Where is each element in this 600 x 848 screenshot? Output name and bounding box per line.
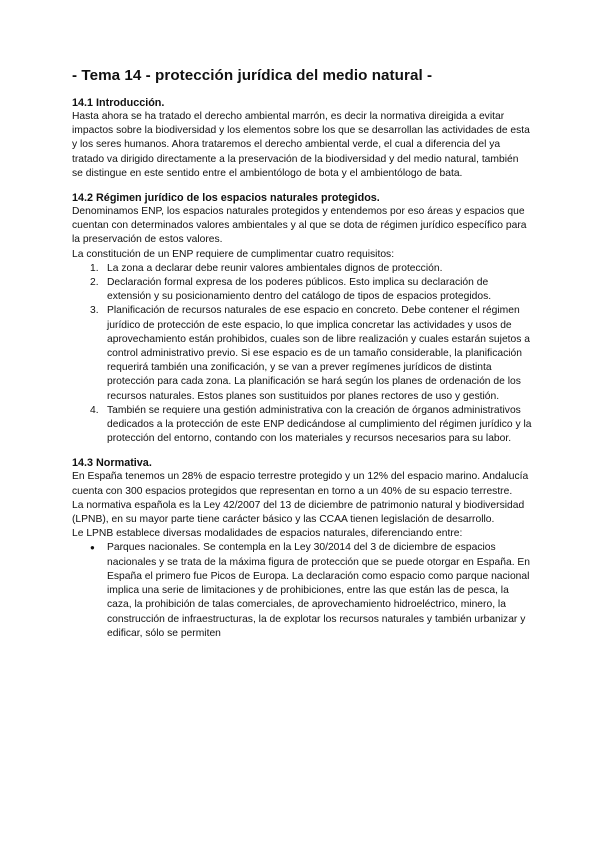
document-page — [72, 66, 532, 651]
paragraph: En España tenemos un 28% de espacio terrestre protegido y un 12% del espacio marino. Andalucía cuenta con 300 espacios protegidos que representan en torno a un 40% de su espacio terrestre. — [72, 471, 529, 497]
requirements-list — [72, 262, 532, 447]
section-heading: 14.1 Introducción. — [72, 97, 165, 109]
section-heading: 14.2 Régimen jurídico de los espacios naturales protegidos. — [72, 192, 380, 205]
paragraph: Hasta ahora se ha tratado el derecho ambiental marrón, es decir la normativa direigida a evitar impactos sobre la biodiversidad y los elementos sobre los que se desarrollan las actividades de esta y los seres humanos. Ahora trataremos el derecho ambiental verde, el cual a diferencia del ya tratado va dirigido directamente a la preservación de la biodiversidad y del medio natural, también se distingue en este sentido entre el ambientólogo de bota y el ambientólogo de bata. — [72, 111, 530, 179]
section-introduccion — [72, 96, 532, 181]
bullet-icon: ● — [90, 543, 95, 553]
list-item — [72, 404, 532, 447]
document-title: - Tema 14 - protección jurídica del medio natural - — [72, 67, 433, 84]
list-item-text: También se requiere una gestión administrativa con la creación de órganos administrativos dedicados a la protección de este ENP dedicándose al cumplimiento del régimen jurídico y la protección del entorno, contando con los materiales y recursos necesarios para su labor. — [107, 404, 532, 445]
list-item — [72, 541, 532, 640]
list-item-text: Declaración formal expresa de los poderes públicos. Esto implica su declaración de extensión y su posicionamiento dentro del catálogo de tipos de espacios protegidos. — [107, 277, 492, 303]
list-item-text: La zona a declarar debe reunir valores ambientales dignos de protección. — [107, 262, 443, 274]
section-normativa — [72, 456, 532, 640]
paragraph: La normativa española es la Ley 42/2007 del 13 de diciembre de patrimonio natural y biodiversidad (LPNB), en su mayor parte tiene carácter básico y las CCAA tienen legislación de desarrollo. — [72, 499, 525, 526]
list-number: 3. — [90, 305, 99, 317]
section-regimen-juridico — [72, 191, 532, 446]
modalities-list — [72, 541, 532, 640]
list-item-text: Parques nacionales. Se contempla en la Ley 30/2014 del 3 de diciembre de espacios nacionales y se trata de la máxima figura de protección que se puede otorgar en España. En España el primero fue Picos de Europa. La declaración como espacio como parque nacional implica una serie de limitaciones y de prohibiciones, entre las que están las de pesca, la caza, la prohibición de talas comerciales, de aprovechamiento hidroeléctrico, minero, la construcción de infraestructuras, la de explotar los recursos naturales y también urbanizar y edificar, sólo se permiten — [107, 542, 531, 639]
section-heading: 14.3 Normativa. — [72, 457, 152, 470]
paragraph: Denominamos ENP, los espacios naturales protegidos y entendemos por eso áreas y espacios que cuentan con determinados valores ambientales y al que se dota de régimen jurídico específico para la preservación de estos valores. — [72, 206, 527, 246]
list-item — [72, 262, 532, 276]
list-item-text: Planificación de recursos naturales de ese espacio en concreto. Debe contener el régimen jurídico de protección de este espacio, lo que implica concretar las actividades y usos de aprovechamiento están prohibidos, cuales son de libre realización y cuales estarán sujetos a control administrativo previo. Si ese espacio es de un tamaño considerable, la planificación requerirá también una zonificación, y se van a prever regímenes jurídicos de distinta protección para cada zona. La planificación se hará según los planes de ordenación de los recursos naturales. Estos planes son sustituidos por planes rectores de uso y gestión. — [107, 305, 530, 402]
list-number: 4. — [90, 404, 99, 416]
paragraph: Le LPNB establece diversas modalidades de espacios naturales, diferenciando entre: — [72, 528, 463, 540]
paragraph: La constitución de un ENP requiere de cumplimentar cuatro requisitos: — [72, 248, 395, 260]
list-number: 2. — [90, 277, 99, 289]
list-item — [72, 304, 532, 403]
list-number: 1. — [90, 262, 99, 274]
list-item — [72, 276, 532, 304]
